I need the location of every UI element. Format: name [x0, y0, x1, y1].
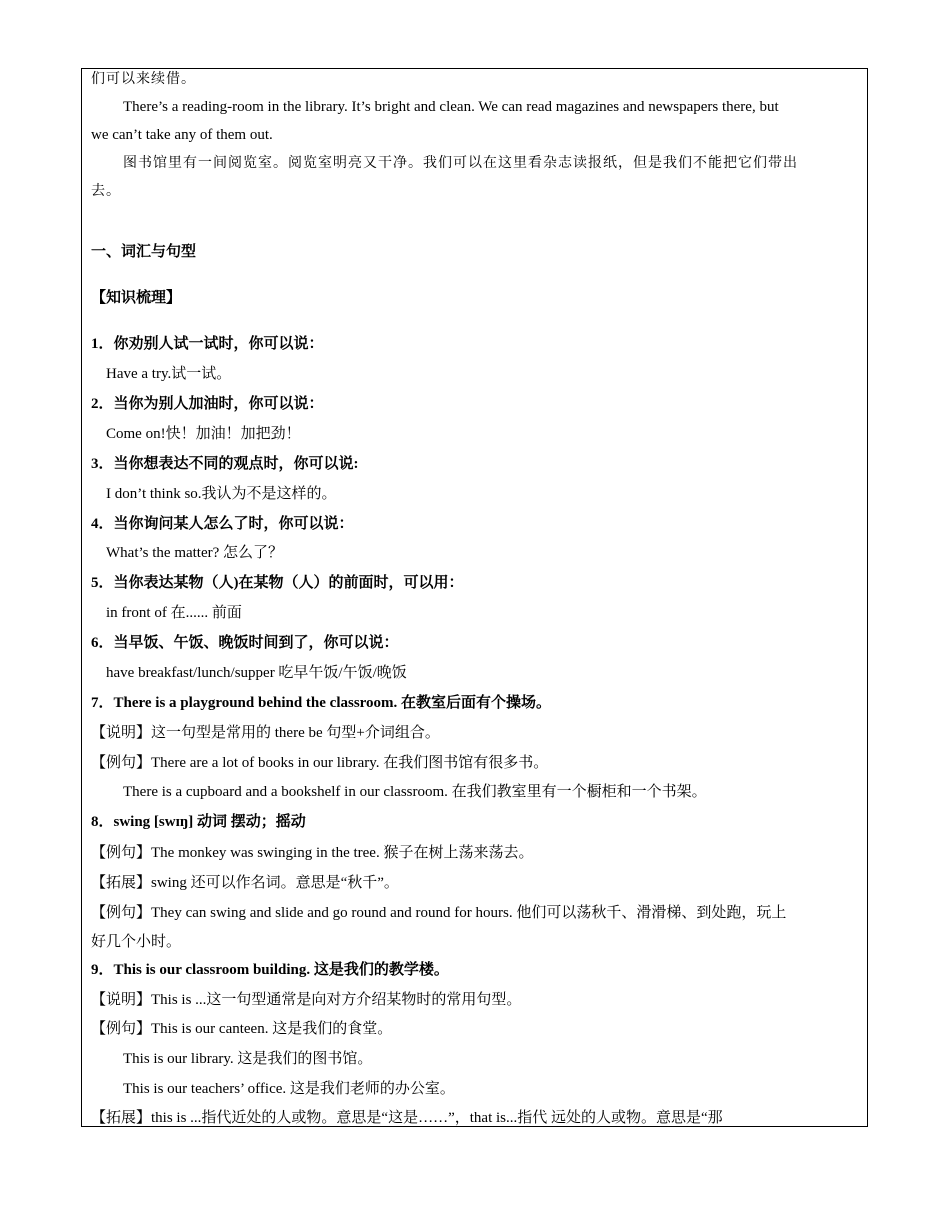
- section-subheading: 【知识梳理】: [91, 290, 182, 306]
- item-title: 7．There is a playground behind the classroom. 在教室后面有个操场。: [91, 695, 552, 711]
- item-body: in front of 在...... 前面: [106, 605, 242, 621]
- item-body: Have a try.试一试。: [106, 366, 232, 382]
- item-title: 4．当你询问某人怎么了时，你可以说：: [91, 516, 354, 532]
- item-extension: 【拓展】this is ...指代近处的人或物。意思是“这是……”，that is...指代 远处的人或物。意思是“那: [91, 1110, 723, 1126]
- item-example: This is our teachers’ office. 这是我们老师的办公室。: [123, 1081, 455, 1097]
- intro-english-line: There’s a reading-room in the library. It’s bright and clean. We can read magazines and newspapers there, but: [123, 99, 779, 115]
- item-example: 【例句】The monkey was swinging in the tree. 猴子在树上荡来荡去。: [91, 845, 534, 861]
- item-note: 【说明】这一句型是常用的 there be 句型+介词组合。: [91, 725, 440, 741]
- intro-line: 们可以来续借。: [91, 72, 196, 87]
- intro-english-line: we can’t take any of them out.: [91, 127, 273, 143]
- item-title: 5．当你表达某物（人)在某物（人）的前面时，可以用：: [91, 575, 464, 591]
- item-example: 好几个小时。: [91, 934, 182, 950]
- section-heading: 一、词汇与句型: [91, 244, 197, 260]
- item-title: 6．当早饭、午饭、晚饭时间到了，你可以说：: [91, 635, 399, 651]
- item-note: 【说明】This is ...这一句型通常是向对方介绍某物时的常用句型。: [91, 992, 522, 1008]
- item-body: have breakfast/lunch/supper 吃早午饭/午饭/晚饭: [106, 665, 407, 681]
- intro-chinese-line: 去。: [91, 184, 121, 199]
- item-title: 2．当你为别人加油时，你可以说：: [91, 396, 324, 412]
- item-body: What’s the matter? 怎么了？: [106, 545, 284, 561]
- item-title: 8．swing [swɪŋ] 动词 摆动；摇动: [91, 814, 306, 830]
- item-body: Come on!快！加油！加把劲！: [106, 426, 301, 442]
- item-extension: 【拓展】swing 还可以作名词。意思是“秋千”。: [91, 875, 399, 891]
- item-example: This is our library. 这是我们的图书馆。: [123, 1051, 373, 1067]
- item-body: I don’t think so.我认为不是这样的。: [106, 486, 337, 502]
- item-example: 【例句】This is our canteen. 这是我们的食堂。: [91, 1021, 393, 1037]
- item-title: 1．你劝别人试一试时，你可以说：: [91, 336, 324, 352]
- item-example: 【例句】There are a lot of books in our library. 在我们图书馆有很多书。: [91, 755, 549, 771]
- item-title: 3．当你想表达不同的观点时，你可以说:: [91, 456, 359, 472]
- item-title: 9．This is our classroom building. 这是我们的教学楼。: [91, 962, 449, 978]
- item-example: There is a cupboard and a bookshelf in our classroom. 在我们教室里有一个橱柜和一个书架。: [123, 784, 707, 800]
- item-example: 【例句】They can swing and slide and go round and round for hours. 他们可以荡秋千、滑滑梯、到处跑，玩上: [91, 905, 787, 921]
- intro-chinese-line: 图书馆里有一间阅览室。阅览室明亮又干净。我们可以在这里看杂志读报纸，但是我们不能把它们带出: [123, 156, 798, 171]
- document-frame: [81, 68, 868, 1127]
